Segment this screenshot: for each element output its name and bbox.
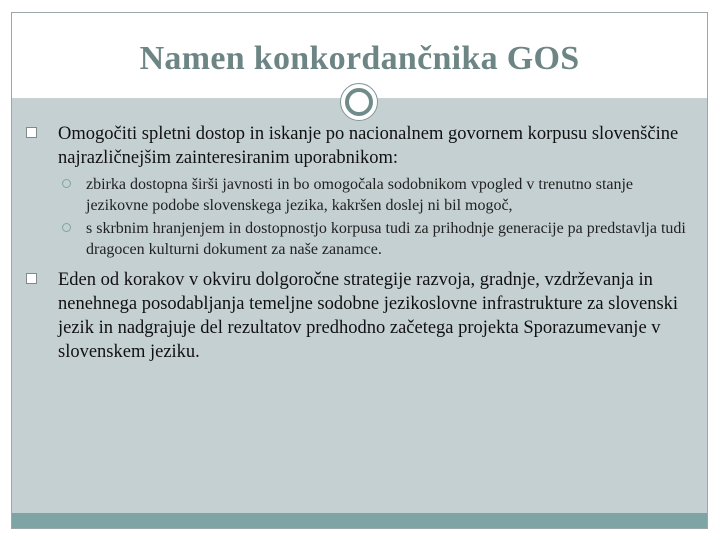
bullet-item-2 (26, 268, 696, 364)
slide-frame (11, 12, 708, 529)
ring-bullet-icon (62, 179, 71, 188)
content-area (12, 99, 707, 513)
ring-ornament-icon (340, 83, 378, 121)
sub-bullet-text-2: s skrbnim hranjenjem in dostopnostjo korpusa tudi za prihodnje generacije pa predstavlja tudi dragocen kulturni dokument za naše zanamce. (86, 220, 686, 258)
square-bullet-icon (26, 127, 37, 138)
bullet-text-1: Omogočiti spletni dostop in iskanje po nacionalnem govornem korpusu slovenščine najrazličnejšim zainteresiranim uporabnikom: (58, 124, 679, 168)
slide-title: Namen konkordančnika GOS (139, 40, 580, 77)
bullet-text-2: Eden od korakov v okviru dolgoročne strategije razvoja, gradnje, vzdrževanja in nenehnega posodabljanja temeljne sodobne jezikoslovne infrastrukture za slovenski jezik in nadgrajuje del rezultatov predhodno začetega projekta Sporazumevanje v slovenskem jeziku. (58, 270, 679, 362)
footer-band (12, 513, 707, 528)
sub-bullet-item-1 (26, 174, 696, 216)
square-bullet-icon (26, 273, 37, 284)
sub-bullet-item-2 (26, 218, 696, 260)
bullet-list (26, 122, 696, 368)
bullet-item-1 (26, 122, 696, 170)
sub-bullet-text-1: zbirka dostopna širši javnosti in bo omogočala sodobnikom vpogled v trenutno stanje jezikovne podobe slovenskega jezika, kakršen doslej ni bil mogoč, (86, 176, 634, 214)
ring-bullet-icon (62, 223, 71, 232)
